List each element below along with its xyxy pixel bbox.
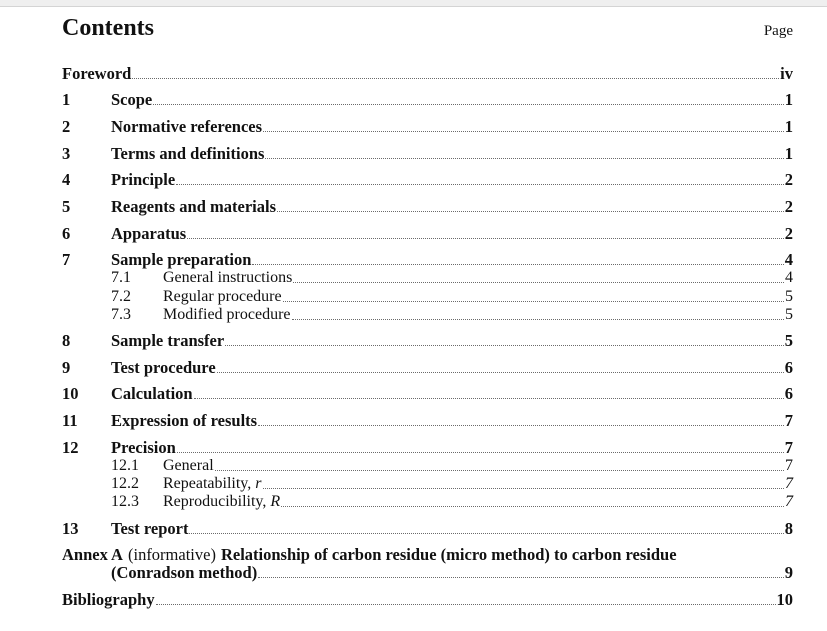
toc-entry-title: Scope [111,90,153,109]
toc-entry-title-variable: R [270,493,281,510]
toc-entry-title: Regular procedure [163,288,282,305]
dot-leader [281,506,784,507]
toc-entry-subclause-12-1[interactable] [111,456,793,476]
toc-entry-title: Expression of results [111,411,258,430]
dot-leader [277,211,784,212]
toc-entry-page: 7 [785,475,793,492]
toc-entry-number: 12.3 [111,493,139,510]
toc-entry-clause-9[interactable] [62,358,793,378]
toc-entry-title: Calculation [111,384,193,403]
dot-leader [225,345,784,346]
dot-leader [265,158,783,159]
toc-entry-page: 10 [776,590,793,609]
toc-entry-number: 4 [62,170,71,189]
toc-entry-page: 6 [784,384,793,403]
toc-entry-page: 7 [785,457,793,474]
page-column-label: Page [763,23,793,39]
toc-entry-subclause-7-3[interactable] [111,305,793,325]
toc-entry-annex-a[interactable] [62,545,793,565]
toc-entry-clause-6[interactable] [62,224,793,244]
toc-entry-number: 2 [62,117,71,136]
dot-leader [292,319,784,320]
toc-entry-bibliography[interactable] [62,590,793,610]
annex-title-line2: (Conradson method) [111,563,258,582]
dot-leader [252,264,783,265]
annex-type: (informative) [127,545,216,564]
toc-entry-page: 1 [784,90,793,109]
toc-entry-page: 7 [784,438,793,457]
toc-entry-number: 12.1 [111,457,139,474]
toc-entry-title: Principle [111,170,176,189]
toc-entry-subclause-7-2[interactable] [111,287,793,307]
toc-entry-title: Precision [111,438,176,457]
dot-leader [132,78,779,79]
toc-entry-title: Bibliography [62,590,155,609]
toc-entry-page: 4 [785,269,793,286]
toc-entry-page: 9 [784,563,793,582]
dot-leader [177,452,784,453]
annex-label: Annex A [62,545,123,564]
toc-entry-page: 2 [784,224,793,243]
toc-entry-title-text: Repeatability, [163,475,252,492]
dot-leader [215,470,784,471]
toc-entry-title [163,474,262,494]
toc-entry-title: Test procedure [111,358,216,377]
toc-entry-title: Terms and definitions [111,144,265,163]
toc-entry-clause-1[interactable] [62,90,793,110]
toc-entry-clause-7[interactable] [62,250,793,270]
toc-entry-clause-2[interactable] [62,117,793,137]
dot-leader [283,301,784,302]
toc-entry-page: 1 [784,117,793,136]
toc-entry-page: 4 [784,250,793,269]
toc-entry-number: 10 [62,384,79,403]
toc-entry-title: General instructions [163,269,293,286]
toc-entry-title: Normative references [111,117,263,136]
toc-entry-number: 8 [62,331,71,350]
dot-leader [153,104,784,105]
toc-entry-number: 7.2 [111,288,131,305]
toc-entry-title-text: Reproducibility, [163,493,267,510]
dot-leader [156,604,776,605]
page-title: Contents [62,15,155,41]
toc-entry-clause-12[interactable] [62,438,793,458]
toc-entry-number: 12.2 [111,475,139,492]
toc-entry-clause-10[interactable] [62,384,793,404]
dot-leader [263,131,784,132]
toc-entry-title [163,492,280,512]
toc-entry-number: 7 [62,250,71,269]
toc-entry-title: Modified procedure [163,306,291,323]
toc-entry-page: 8 [784,519,793,538]
dot-leader [258,577,784,578]
toc-entry-subclause-12-2[interactable] [111,474,793,494]
toc-entry-title: Apparatus [111,224,187,243]
toc-entry-subclause-7-1[interactable] [111,268,793,288]
toc-entry-page: 6 [784,358,793,377]
toc-entry-number: 9 [62,358,71,377]
toc-entry-number: 6 [62,224,71,243]
toc-entry-page: 7 [785,493,793,510]
toc-entry-foreword[interactable] [62,64,793,84]
toc-entry-title: Sample transfer [111,331,225,350]
toc-entry-clause-3[interactable] [62,144,793,164]
toc-entry-clause-8[interactable] [62,331,793,351]
toc-entry-title-variable: r [255,475,262,492]
toc-entry-page: 5 [784,331,793,350]
toc-entry-number: 1 [62,90,71,109]
dot-leader [187,238,784,239]
toc-entry-clause-4[interactable] [62,170,793,190]
toc-entry-number: 5 [62,197,71,216]
dot-leader [293,282,784,283]
dot-leader [194,398,784,399]
dot-leader [263,488,785,489]
toc-entry-annex-a-continued[interactable] [111,563,793,583]
toc-entry-clause-5[interactable] [62,197,793,217]
dot-leader [258,425,784,426]
toc-entry-title: Reagents and materials [111,197,276,216]
toc-entry-number: 3 [62,144,71,163]
annex-title-line1: Relationship of carbon residue (micro method) to carbon residue [220,545,677,564]
toc-entry-clause-11[interactable] [62,411,793,431]
dot-leader [217,372,784,373]
toc-entry-number: 13 [62,519,79,538]
dot-leader [189,533,783,534]
toc-entry-title: Foreword [62,64,132,83]
toc-entry-page: 5 [785,288,793,305]
dot-leader [176,184,784,185]
toc-entry-page: 5 [785,306,793,323]
toc-entry-clause-13[interactable] [62,519,793,539]
toc-entry-page: 2 [784,170,793,189]
toc-entry-page: 1 [784,144,793,163]
toc-entry-number: 12 [62,438,79,457]
toc-entry-title: Test report [111,519,189,538]
toc-entry-page: 2 [784,197,793,216]
page-top-border [0,0,827,7]
toc-entry-subclause-12-3[interactable] [111,492,793,512]
toc-entry-page: iv [780,64,793,83]
toc-entry-title: General [163,457,214,474]
toc-entry-title: Sample preparation [111,250,252,269]
toc-entry-page: 7 [784,411,793,430]
toc-entry-number: 7.3 [111,306,131,323]
toc-entry-number: 7.1 [111,269,131,286]
toc-entry-number: 11 [62,411,78,430]
